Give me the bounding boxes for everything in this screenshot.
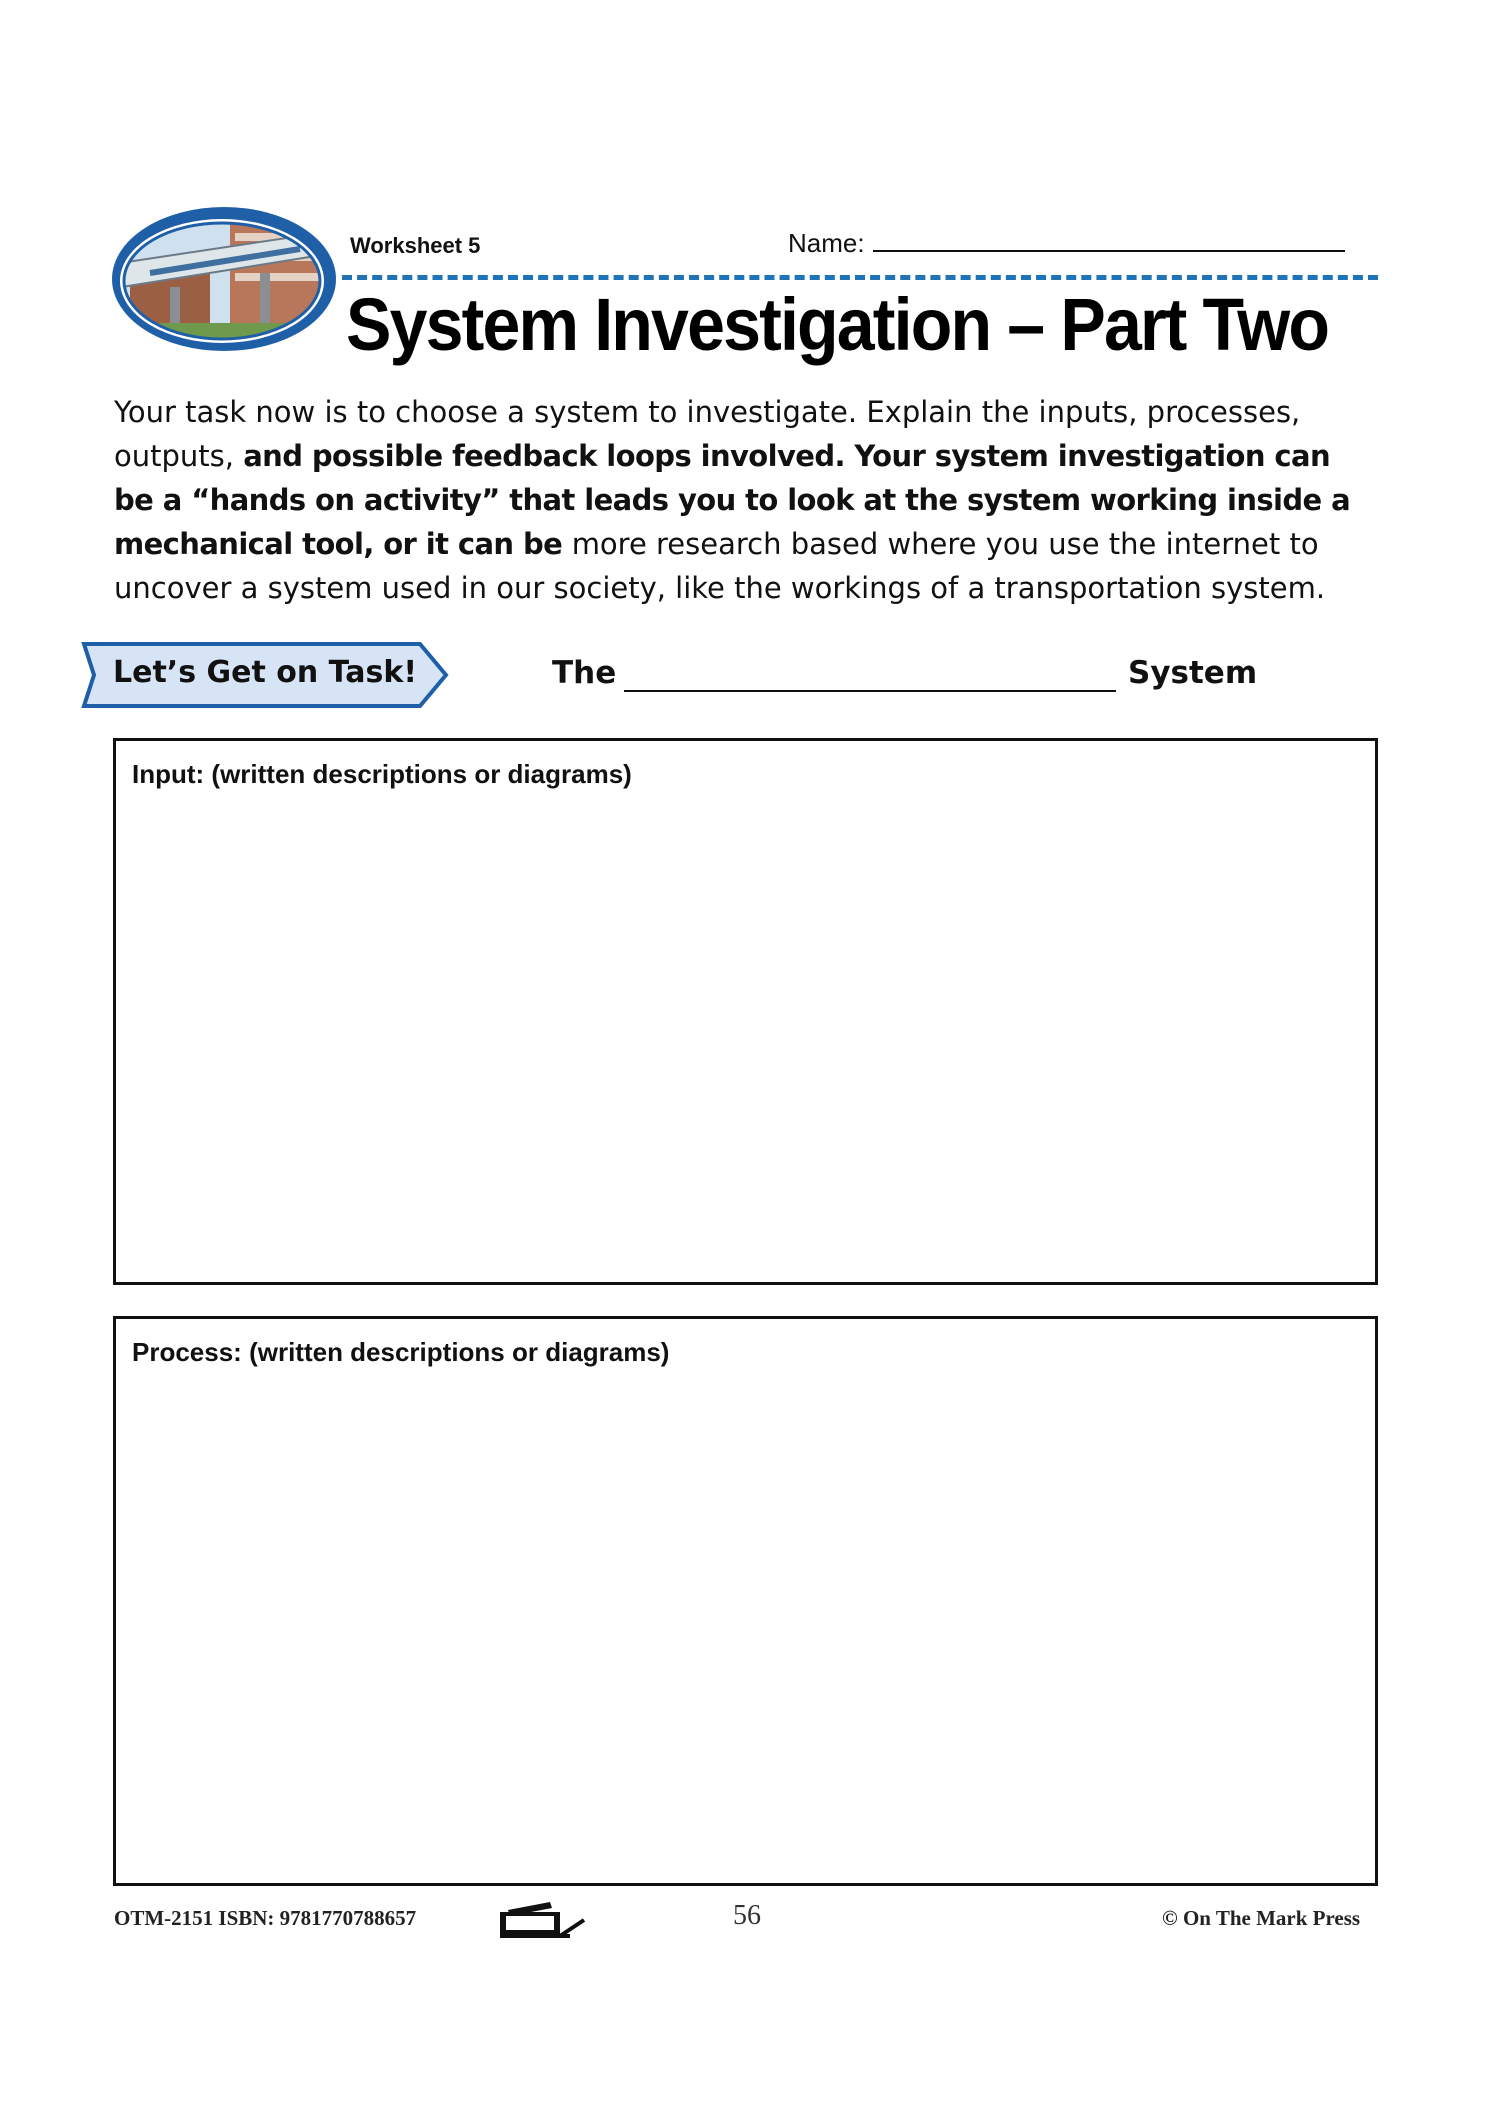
page-number: 56 — [733, 1900, 761, 1931]
intro-text-regular: Your task now is to choose a system to investigate. Explain the inputs, processes, outputs, — [114, 395, 1301, 473]
process-answer-box[interactable] — [113, 1316, 1378, 1886]
system-name-field-line[interactable] — [624, 690, 1116, 692]
system-label: System — [1128, 655, 1258, 691]
dashed-divider — [342, 275, 1378, 280]
intro-text-bold: and possible feedback loops involved. Your system investigation can be a “hands on activity” that leads you to look at the system working inside a mechanical tool, or it can be — [114, 439, 1351, 561]
photocopier-icon — [498, 1898, 586, 1940]
footer-code-isbn: OTM-2151 ISBN: 9781770788657 — [114, 1906, 417, 1930]
process-box-label: Process: (written descriptions or diagrams) — [132, 1337, 670, 1367]
footer-copyright: © On The Mark Press — [1162, 1906, 1361, 1930]
intro-text-regular-end: more research based where you use the internet to uncover a system used in our society, like the workings of a transportation system. — [114, 527, 1326, 605]
page-title: System Investigation – Part Two — [346, 283, 1329, 366]
monorail-train-photo-icon — [110, 203, 338, 355]
task-ribbon-label: Let’s Get on Task! — [113, 655, 417, 690]
name-field-line[interactable] — [873, 250, 1345, 252]
worksheet-label: Worksheet 5 — [350, 233, 481, 258]
system-the-label: The — [552, 655, 617, 691]
intro-paragraph — [114, 390, 1378, 610]
name-label: Name: — [788, 228, 865, 258]
input-answer-box[interactable] — [113, 738, 1378, 1285]
input-box-label: Input: (written descriptions or diagrams) — [132, 759, 632, 789]
